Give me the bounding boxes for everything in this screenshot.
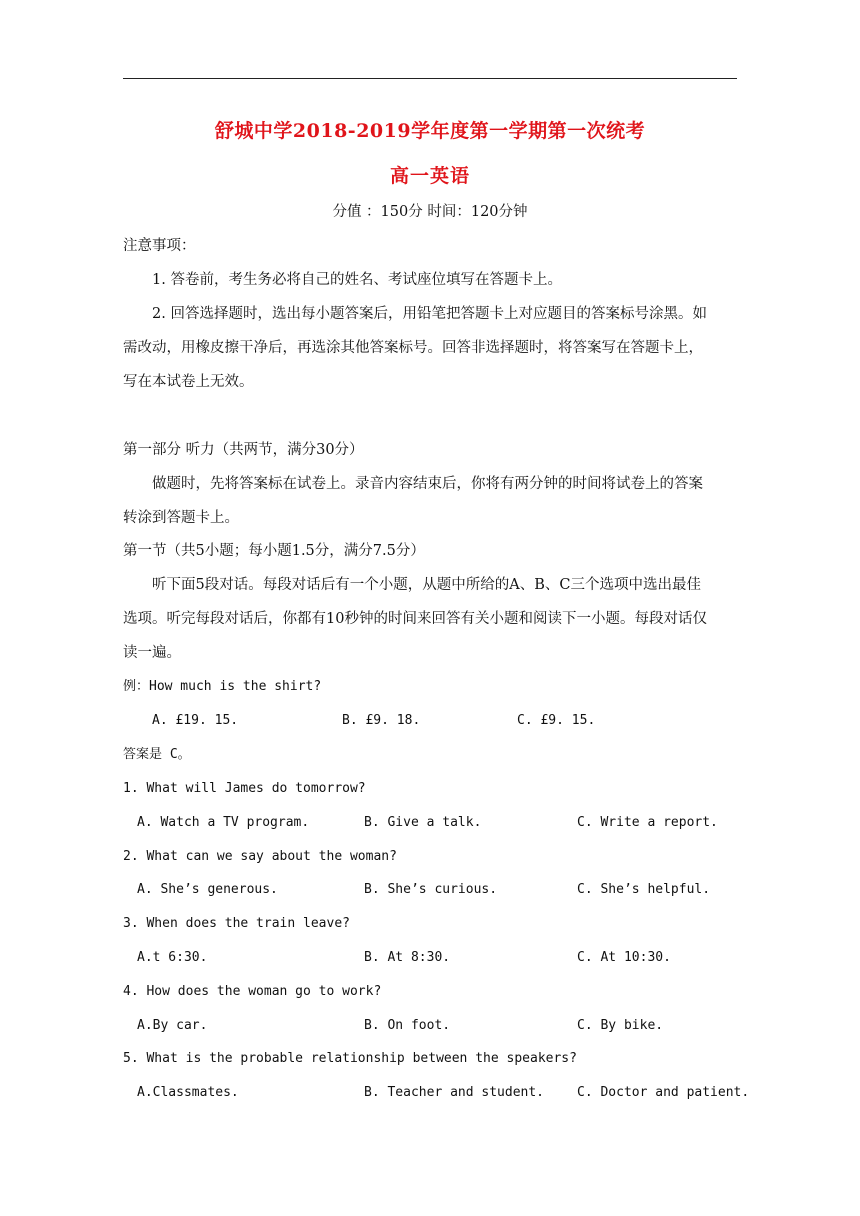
part1-intro-line-1: 做题时，先将答案标在试卷上。录音内容结束后，你将有两分钟的时间将试卷上的答案 xyxy=(152,476,703,492)
example-option-b: B. £9. 18. xyxy=(342,713,421,728)
question-5-option-b: B. Teacher and student. xyxy=(364,1085,545,1100)
question-1-option-c: C. Write a report. xyxy=(577,815,718,830)
question-5-option-a: A.Classmates. xyxy=(137,1085,239,1100)
notice-heading: 注意事项： xyxy=(123,238,196,254)
question-3: 3. When does the train leave? xyxy=(123,916,350,931)
question-2: 2. What can we say about the woman? xyxy=(123,849,397,864)
example-option-c: C. £9. 15. xyxy=(517,713,596,728)
question-4-option-a: A.By car. xyxy=(137,1018,208,1033)
header-rule xyxy=(123,78,737,79)
part1-heading: 第一部分 听力（共两节，满分30分） xyxy=(123,442,364,458)
question-2-option-c: C. She’s helpful. xyxy=(577,882,711,897)
section1-instructions-line-1: 听下面5段对话。每段对话后有一个小题，从题中所给的A、B、C三个选项中选出最佳 xyxy=(152,577,701,593)
question-1-option-a: A. Watch a TV program. xyxy=(137,815,310,830)
question-2-option-a: A. She’s generous. xyxy=(137,882,278,897)
section1-heading: 第一节（共5小题；每小题1.5分，满分7.5分） xyxy=(123,543,425,559)
question-1-option-b: B. Give a talk. xyxy=(364,815,482,830)
question-4: 4. How does the woman go to work? xyxy=(123,984,382,999)
question-1: 1. What will James do tomorrow? xyxy=(123,781,366,796)
question-5-option-c: C. Doctor and patient. xyxy=(577,1085,750,1100)
question-3-option-c: C. At 10:30. xyxy=(577,950,671,965)
question-4-option-c: C. By bike. xyxy=(577,1018,664,1033)
exam-title: 舒城中学2018-2019学年度第一学期第一次统考 xyxy=(214,120,646,142)
notice-item-2-line-3: 写在本试卷上无效。 xyxy=(123,374,254,390)
notice-item-1: 1. 答卷前，考生务必将自己的姓名、考试座位填写在答题卡上。 xyxy=(152,272,562,288)
example-answer: 答案是 C。 xyxy=(123,747,191,762)
section1-instructions-line-2: 选项。听完每段对话后，你都有10秒钟的时间来回答有关小题和阅读下一小题。每段对话仅 xyxy=(123,611,707,627)
subject-title: 高一英语 xyxy=(389,165,470,187)
question-4-option-b: B. On foot. xyxy=(364,1018,451,1033)
score-time-line: 分值 ：150分 时间：120分钟 xyxy=(332,204,528,220)
question-5: 5. What is the probable relationship between the speakers? xyxy=(123,1051,577,1066)
notice-item-2-line-2: 需改动，用橡皮擦干净后，再选涂其他答案标号。回答非选择题时，将答案写在答题卡上， xyxy=(123,340,703,356)
example-option-a: A. £19. 15. xyxy=(152,713,239,728)
question-3-option-a: A.t 6:30. xyxy=(137,950,208,965)
example-question: 例：How much is the shirt? xyxy=(123,679,322,694)
question-3-option-b: B. At 8:30. xyxy=(364,950,451,965)
notice-item-2-line-1: 2. 回答选择题时，选出每小题答案后，用铅笔把答题卡上对应题目的答案标号涂黑。如 xyxy=(152,306,707,322)
part1-intro-line-2: 转涂到答题卡上。 xyxy=(123,510,239,526)
section1-instructions-line-3: 读一遍。 xyxy=(123,645,181,661)
question-2-option-b: B. She’s curious. xyxy=(364,882,498,897)
